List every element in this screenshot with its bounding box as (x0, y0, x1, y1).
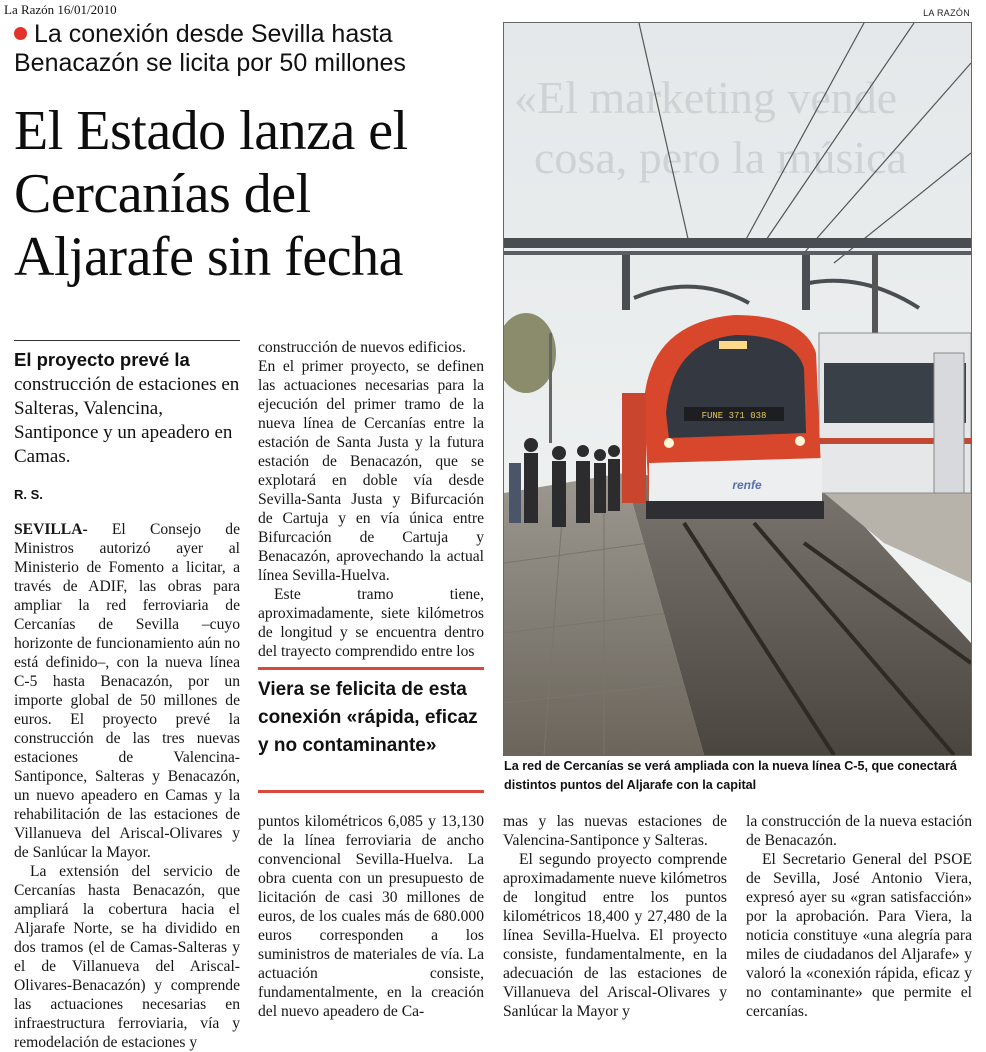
subhead-rest: construcción de estaciones en Salteras, Valencina, Santiponce y un apeadero en Camas. (14, 374, 240, 467)
kicker (14, 20, 484, 78)
headline (14, 100, 494, 289)
body-column-2-bottom (258, 812, 484, 1021)
body-column-2-top (258, 338, 484, 661)
bullet-dot-icon (14, 27, 27, 40)
headline-line-1: El Estado lanza el (14, 100, 408, 162)
body-paragraph: mas y las nuevas estaciones de Valencina-Santiponce y Salteras. (503, 813, 727, 849)
body-paragraph: En el primer proyecto, se definen las actuaciones necesarias para la ejecución del primer tramo de la nueva línea de Cercanías entre la estación de Santa Justa y la futura estación de Benacazón, que se explotará en doble vía desde Sevilla-Santa Justa y Bifurcación de Cartuja y en vía única entre Bifurcación de Cartuja y Benacazón, aprovechando la actual línea Sevilla-Huelva. (258, 358, 484, 584)
body-paragraph: puntos kilométricos 6,085 y 13,130 de la línea ferroviaria de ancho convencional Sevilla-Huelva. La obra cuenta con un presupuesto de licitación de casi 30 millones de euros, de los cuales más de 680.000 euros corresponden a los suministros de materiales de vía. La actuación consiste, fundamentalmente, en la creación del nuevo apeadero de Ca- (258, 813, 484, 1020)
headline-line-2: Cercanías del (14, 163, 311, 225)
train-photo-illustration (504, 23, 971, 755)
byline: R. S. (14, 487, 43, 502)
parked-train (819, 333, 971, 493)
train-brand-logo: renfe (732, 478, 762, 492)
body-paragraph: La extensión del servicio de Cercanías hasta Benacazón, que ampliará la cobertura hacia el Aljarafe Norte, se ha dividido en dos tramos (el de Camas-Salteras y el de Villanueva del Ariscal-Olivares-Benacazón) y comprende las actuaciones necesarias en infraestructura ferroviaria, vía y remodelación de estaciones y (14, 863, 240, 1051)
body-column-3 (503, 812, 727, 1021)
pullquote-rule-bottom (258, 790, 484, 793)
body-paragraph: la construcción de la nueva estación de Benacazón. (746, 813, 972, 849)
subhead-lead: El proyecto prevé la (14, 349, 190, 370)
pullquote: Viera se felicita de esta conexión «rápida, eficaz y no contaminante» (258, 679, 478, 756)
body-paragraph: El segundo proyecto comprende aproximadamente nueve kilómetros de longitud entre los puntos kilométricos 18,400 y 27,480 de la línea Sevilla-Huelva. El proyecto consiste, fundamentalmente, en la adecuación de las estaciones de Villanueva del Ariscal-Olivares y Sanlúcar la Mayor y (503, 851, 727, 1020)
headline-line-3: Aljarafe sin fecha (14, 226, 403, 288)
svg-text:cosa, pero la música: cosa, pero la música (534, 132, 907, 183)
kicker-text: La conexión desde Sevilla hasta Benacazón se licita por 50 millones (14, 20, 406, 77)
subhead-rule (14, 340, 240, 341)
body-paragraph: El Secretario General del PSOE de Sevilla, José Antonio Viera, expresó ayer su «gran satisfacción» por la aprobación. Para Viera, la noticia constituye «una alegría para miles de ciudadanos del Aljarafe» y valoró la «conexión rápida, eficaz y no contaminante» que permite el cercanías. (746, 851, 972, 1020)
bleed-through-text: «El marketing vende (514, 72, 898, 123)
pullquote-rule-top (258, 667, 484, 670)
photo-caption: La red de Cercanías se verá ampliada con la nueva línea C-5, que conectará distintos puntos del Aljarafe con la capital (504, 759, 957, 792)
train-photo (503, 22, 972, 756)
body-paragraph: SEVILLA- El Consejo de Ministros autorizó ayer al Ministerio de Fomento a licitar, a través de ADIF, las obras para ampliar la red ferroviaria de Cercanías de Sevilla –cuyo horizonte de funcionamiento aún no está definido–, con la nueva línea C-5 hasta Benacazón, por un importe global de 50 millones de euros. El proyecto prevé la construcción de las tres nuevas estaciones de Valencina-Santiponce, Salteras y Benacazón, un nuevo apeadero en Camas y la rehabilitación de las estaciones de Villanueva del Ariscal-Olivares y de Sanlúcar la Mayor. (14, 521, 240, 861)
body-paragraph: Este tramo tiene, aproximadamente, siete kilómetros de longitud y se encuentra dentro del trayecto comprendido entre los (258, 586, 484, 660)
masthead: La Razón 16/01/2010 (4, 2, 117, 17)
dateline: SEVILLA- (14, 521, 88, 538)
body-column-1 (14, 520, 240, 1052)
photo-credit: LA RAZÓN (923, 8, 970, 18)
body-paragraph: construcción de nuevos edificios. (258, 339, 466, 356)
train-display: FUNE 371 038 (701, 411, 767, 421)
body-column-4 (746, 812, 972, 1021)
subhead (14, 348, 244, 469)
